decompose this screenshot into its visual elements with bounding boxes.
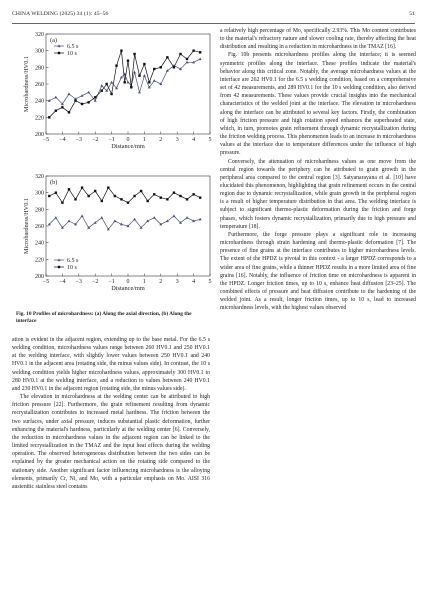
header-rule — [12, 23, 415, 24]
data-point — [192, 49, 194, 51]
x-tick-label: −4 — [59, 279, 66, 285]
data-point — [166, 69, 169, 72]
data-point — [143, 74, 146, 77]
x-tick-label: −3 — [75, 137, 82, 143]
panel-a-chart — [23, 32, 212, 150]
data-point — [55, 191, 57, 193]
data-point — [133, 195, 135, 197]
y-axis-label: Microhardness/HV0.1 — [23, 197, 30, 255]
data-point — [87, 195, 89, 197]
data-point — [133, 71, 136, 74]
data-point — [148, 81, 150, 83]
data-point — [199, 57, 202, 60]
data-point — [110, 81, 113, 84]
data-point — [153, 68, 155, 70]
y-tick-label: 320 — [35, 174, 44, 180]
x-axis-label: Distance/mm — [111, 285, 145, 292]
data-point — [48, 116, 50, 118]
data-point — [113, 219, 116, 222]
data-point — [87, 91, 90, 94]
data-point — [138, 91, 141, 94]
y-tick-label: 280 — [35, 65, 44, 72]
data-point — [199, 196, 201, 198]
data-point — [127, 59, 129, 61]
data-point — [120, 198, 122, 200]
data-point — [74, 99, 76, 101]
x-tick-label: 3 — [175, 279, 179, 285]
x-tick-label: −5 — [42, 137, 50, 143]
x-axis-label: Distance/mm — [111, 143, 145, 150]
data-point — [127, 201, 129, 203]
data-point — [100, 216, 103, 219]
y-tick-label: 260 — [35, 224, 44, 230]
data-point — [81, 103, 83, 105]
data-point — [186, 58, 188, 60]
data-point — [120, 49, 122, 51]
x-tick-label: 4 — [192, 137, 196, 143]
legend-marker — [58, 52, 60, 54]
y-tick-label: 240 — [35, 240, 44, 247]
data-point — [54, 96, 57, 99]
data-point — [114, 195, 116, 197]
data-point — [133, 218, 136, 221]
x-tick-label: 4 — [192, 279, 196, 285]
x-tick-label: −3 — [75, 279, 82, 285]
x-tick-label: −5 — [42, 279, 50, 285]
y-tick-label: 240 — [35, 98, 44, 105]
data-point — [67, 219, 70, 222]
data-point — [192, 193, 194, 195]
data-point — [68, 111, 70, 113]
data-point — [67, 92, 70, 95]
legend-label: 10 s — [67, 51, 77, 57]
data-point — [173, 66, 175, 68]
data-point — [153, 216, 156, 219]
legend-label: 10 s — [67, 265, 77, 271]
data-point — [160, 196, 162, 198]
journal-info: CHINA WELDING (2025) 34 (1): 45–56 — [12, 11, 109, 17]
paragraph: The elevation in microhardness at the welding center can be attributed to high friction pressure [22]. Furthermore, the grain refinement resulting from dynamic recrystallization contributes to increased metal hardness. The friction between the two surfaces, under axial pressure, induces substantial plastic deformation, further enhancing the material's hardness, particularly at the welding center [6]. Conversely, the reduction in microhardness values in the adjacent region can be linked to the limited recrystallization in the TMAZ and the input heat effects during the welding operation. The observed heterogeneous distribution between the two sides can be explained by the greater mechanical action on the rotating side compared to the stationary side. Another significant factor influencing microhardness is the alloying elements, primarily Cr, Ni, and Mo, with a particular emphasis on Mo. AISI 316 austenitic stainless steel contains — [12, 394, 210, 490]
data-point — [140, 190, 142, 192]
data-point — [172, 214, 175, 217]
data-point — [81, 186, 83, 188]
x-tick-label: 2 — [159, 137, 163, 143]
left-text-column — [12, 336, 210, 491]
data-point — [199, 51, 201, 53]
legend-marker — [58, 266, 60, 268]
paragraph: Fig. 10b presents microhardness profiles along the interface; it is seemed symmetric profiles along the interface. These profiles indicate the material's behavior along this critical zone. Notably, the average microhardness values at the interface are 262 HV0.1 for the 6.5 s welding condition, based on a comprehensive set of 42 measurements, and 289 HV0.1 for the 10 s welding condition, also derived from 42 measurements. These values provide crucial insights into the mechanical characteristics of the welded joint at the interface. The elevation in microhardness along the interface can be attributed to several key factors. Firstly, the combination of high friction pressure and high rotation speed enhances the superheated state, which, in turn, promotes grain refinement through dynamic recrystallization during the friction welding process. This phenomenon leads to an increase in microhardness values at the interface due to temperature differences under the influence of high pressure. — [220, 52, 416, 157]
data-point — [68, 188, 70, 190]
page-header — [12, 11, 415, 21]
x-tick-label: 0 — [126, 279, 130, 285]
x-tick-label: 5 — [208, 137, 212, 143]
series-line — [49, 51, 200, 118]
paragraph: a relatively high percentage of Mo, specifically 2.93%. This Mo content contributes to the material's refractory nature and slower cooling rate, thereby affecting the heat distribution and resulting in a reduction in microhardness in the TMAZ [16]. — [220, 28, 416, 51]
x-tick-label: 5 — [208, 279, 212, 285]
panel-label: (a) — [50, 37, 57, 44]
right-text-column — [220, 27, 416, 312]
x-tick-label: 1 — [142, 279, 146, 285]
data-point — [61, 106, 63, 108]
x-tick-label: −1 — [108, 137, 115, 143]
panel-label: (b) — [50, 179, 58, 186]
data-point — [87, 101, 89, 103]
data-point — [107, 186, 109, 188]
data-point — [110, 93, 112, 95]
y-tick-label: 300 — [35, 190, 44, 197]
series-line — [49, 188, 200, 203]
x-tick-label: −4 — [59, 137, 66, 143]
data-point — [186, 216, 189, 219]
page-number: 51 — [409, 11, 415, 17]
legend-label: 6.5 s — [67, 44, 79, 50]
data-point — [101, 89, 103, 91]
data-point — [115, 64, 117, 66]
data-point — [146, 200, 148, 202]
data-point — [124, 81, 126, 83]
data-point — [101, 200, 103, 202]
data-point — [100, 84, 103, 87]
data-point — [173, 191, 175, 193]
y-tick-label: 200 — [35, 274, 44, 280]
y-tick-label: 220 — [35, 257, 44, 264]
data-point — [105, 83, 107, 85]
x-tick-label: −2 — [92, 279, 99, 285]
series-line — [49, 216, 200, 229]
paragraph: ation is evident in the adjacent region, extending up to the base metal. For the 6.5 s welding condition, microhardness values range between 260 HV0.1 and 250 HV0.1 at the welding interface, with slightly lower values between 250 HV0.1 and 240 HV0.1 in the adjacent area (rotating side, the minus values side). In contrast, the 10 s welding condition yields higher microhardness values, approximately 300 HV0.1 to 280 HV0.1 at the welding interface, and a reduction to values between 240 HV0.1 and 230 HV0.1 in the adjacent region (rotating side, the minus values side). — [12, 337, 210, 392]
data-point — [127, 81, 130, 84]
legend-label: 6.5 s — [67, 258, 79, 264]
data-point — [199, 218, 202, 221]
data-point — [179, 195, 181, 197]
panel-b-chart — [23, 174, 212, 292]
data-point — [94, 190, 96, 192]
paragraph: Furthermore, the forge pressure plays a significant role in increasing microhardness through strain hardening and thermo-plastic deformation [7]. The presence of fine grains at the interface contributes to higher microhardness levels. The extent of the HPDZ is pivotal in this context - a larger HPDZ corresponds to a wider area of fine grains, while a thinner HPDZ results in a more limited area of fine grains [16]. Notably, the influence of friction time on microhardness is apparent in the HPDZ. Longer friction times, up to 10 s, enhance heat diffusion [23–25]. The combined effects of pressure and heat diffusion contribute to the hardening of the welded joint. As a result, longer friction times, up to 10 s, lead to increased microhardness levels, with the highest values observed — [220, 231, 416, 312]
paragraph: Conversely, the attenuation of microhardness values as one move from the central region towards the periphery can be attributed to grain growth in the peripheral area compared to the central region [3]. Satyanarayana et al. [10] have elucidated this phenomenon, highlighting that grain refinement occurs in the central region due to dynamic recrystallization, while grain growth in the peripheral region is a result of higher temperature distribution in that area. The welding interface is subject to significant thermo-plastic deformation during the friction and forge phases, which fosters dynamic recrystallization, primarily due to high pressure and temperature [18]. — [220, 158, 416, 230]
data-point — [54, 216, 57, 219]
data-point — [94, 96, 96, 98]
data-point — [143, 63, 145, 65]
x-tick-label: −2 — [92, 137, 99, 143]
data-point — [74, 198, 76, 200]
data-point — [48, 195, 50, 197]
data-point — [160, 66, 162, 68]
data-point — [179, 53, 181, 55]
data-point — [153, 79, 156, 82]
data-point — [130, 86, 132, 88]
x-tick-label: 3 — [175, 137, 179, 143]
y-tick-label: 320 — [35, 32, 44, 38]
data-point — [166, 56, 168, 58]
data-point — [61, 201, 63, 203]
data-point — [55, 109, 57, 111]
data-point — [186, 198, 188, 200]
data-point — [138, 74, 140, 76]
data-point — [133, 53, 135, 55]
y-tick-label: 200 — [35, 132, 44, 138]
figure-10 — [10, 26, 220, 311]
y-tick-label: 300 — [35, 48, 44, 55]
x-tick-label: 2 — [159, 279, 163, 285]
x-tick-label: 1 — [142, 137, 146, 143]
data-point — [166, 198, 168, 200]
data-point — [153, 193, 155, 195]
y-tick-label: 220 — [35, 115, 44, 122]
figure-caption: Fig. 10 Profiles of microhardness: (a) Along the axial direction, (b) Along the interface — [16, 311, 192, 325]
y-axis-label: Microhardness/HV0.1 — [23, 55, 30, 113]
y-tick-label: 280 — [35, 207, 44, 214]
x-tick-label: −1 — [108, 279, 115, 285]
y-tick-label: 260 — [35, 82, 44, 88]
data-point — [81, 214, 84, 217]
x-tick-label: 0 — [126, 137, 130, 143]
